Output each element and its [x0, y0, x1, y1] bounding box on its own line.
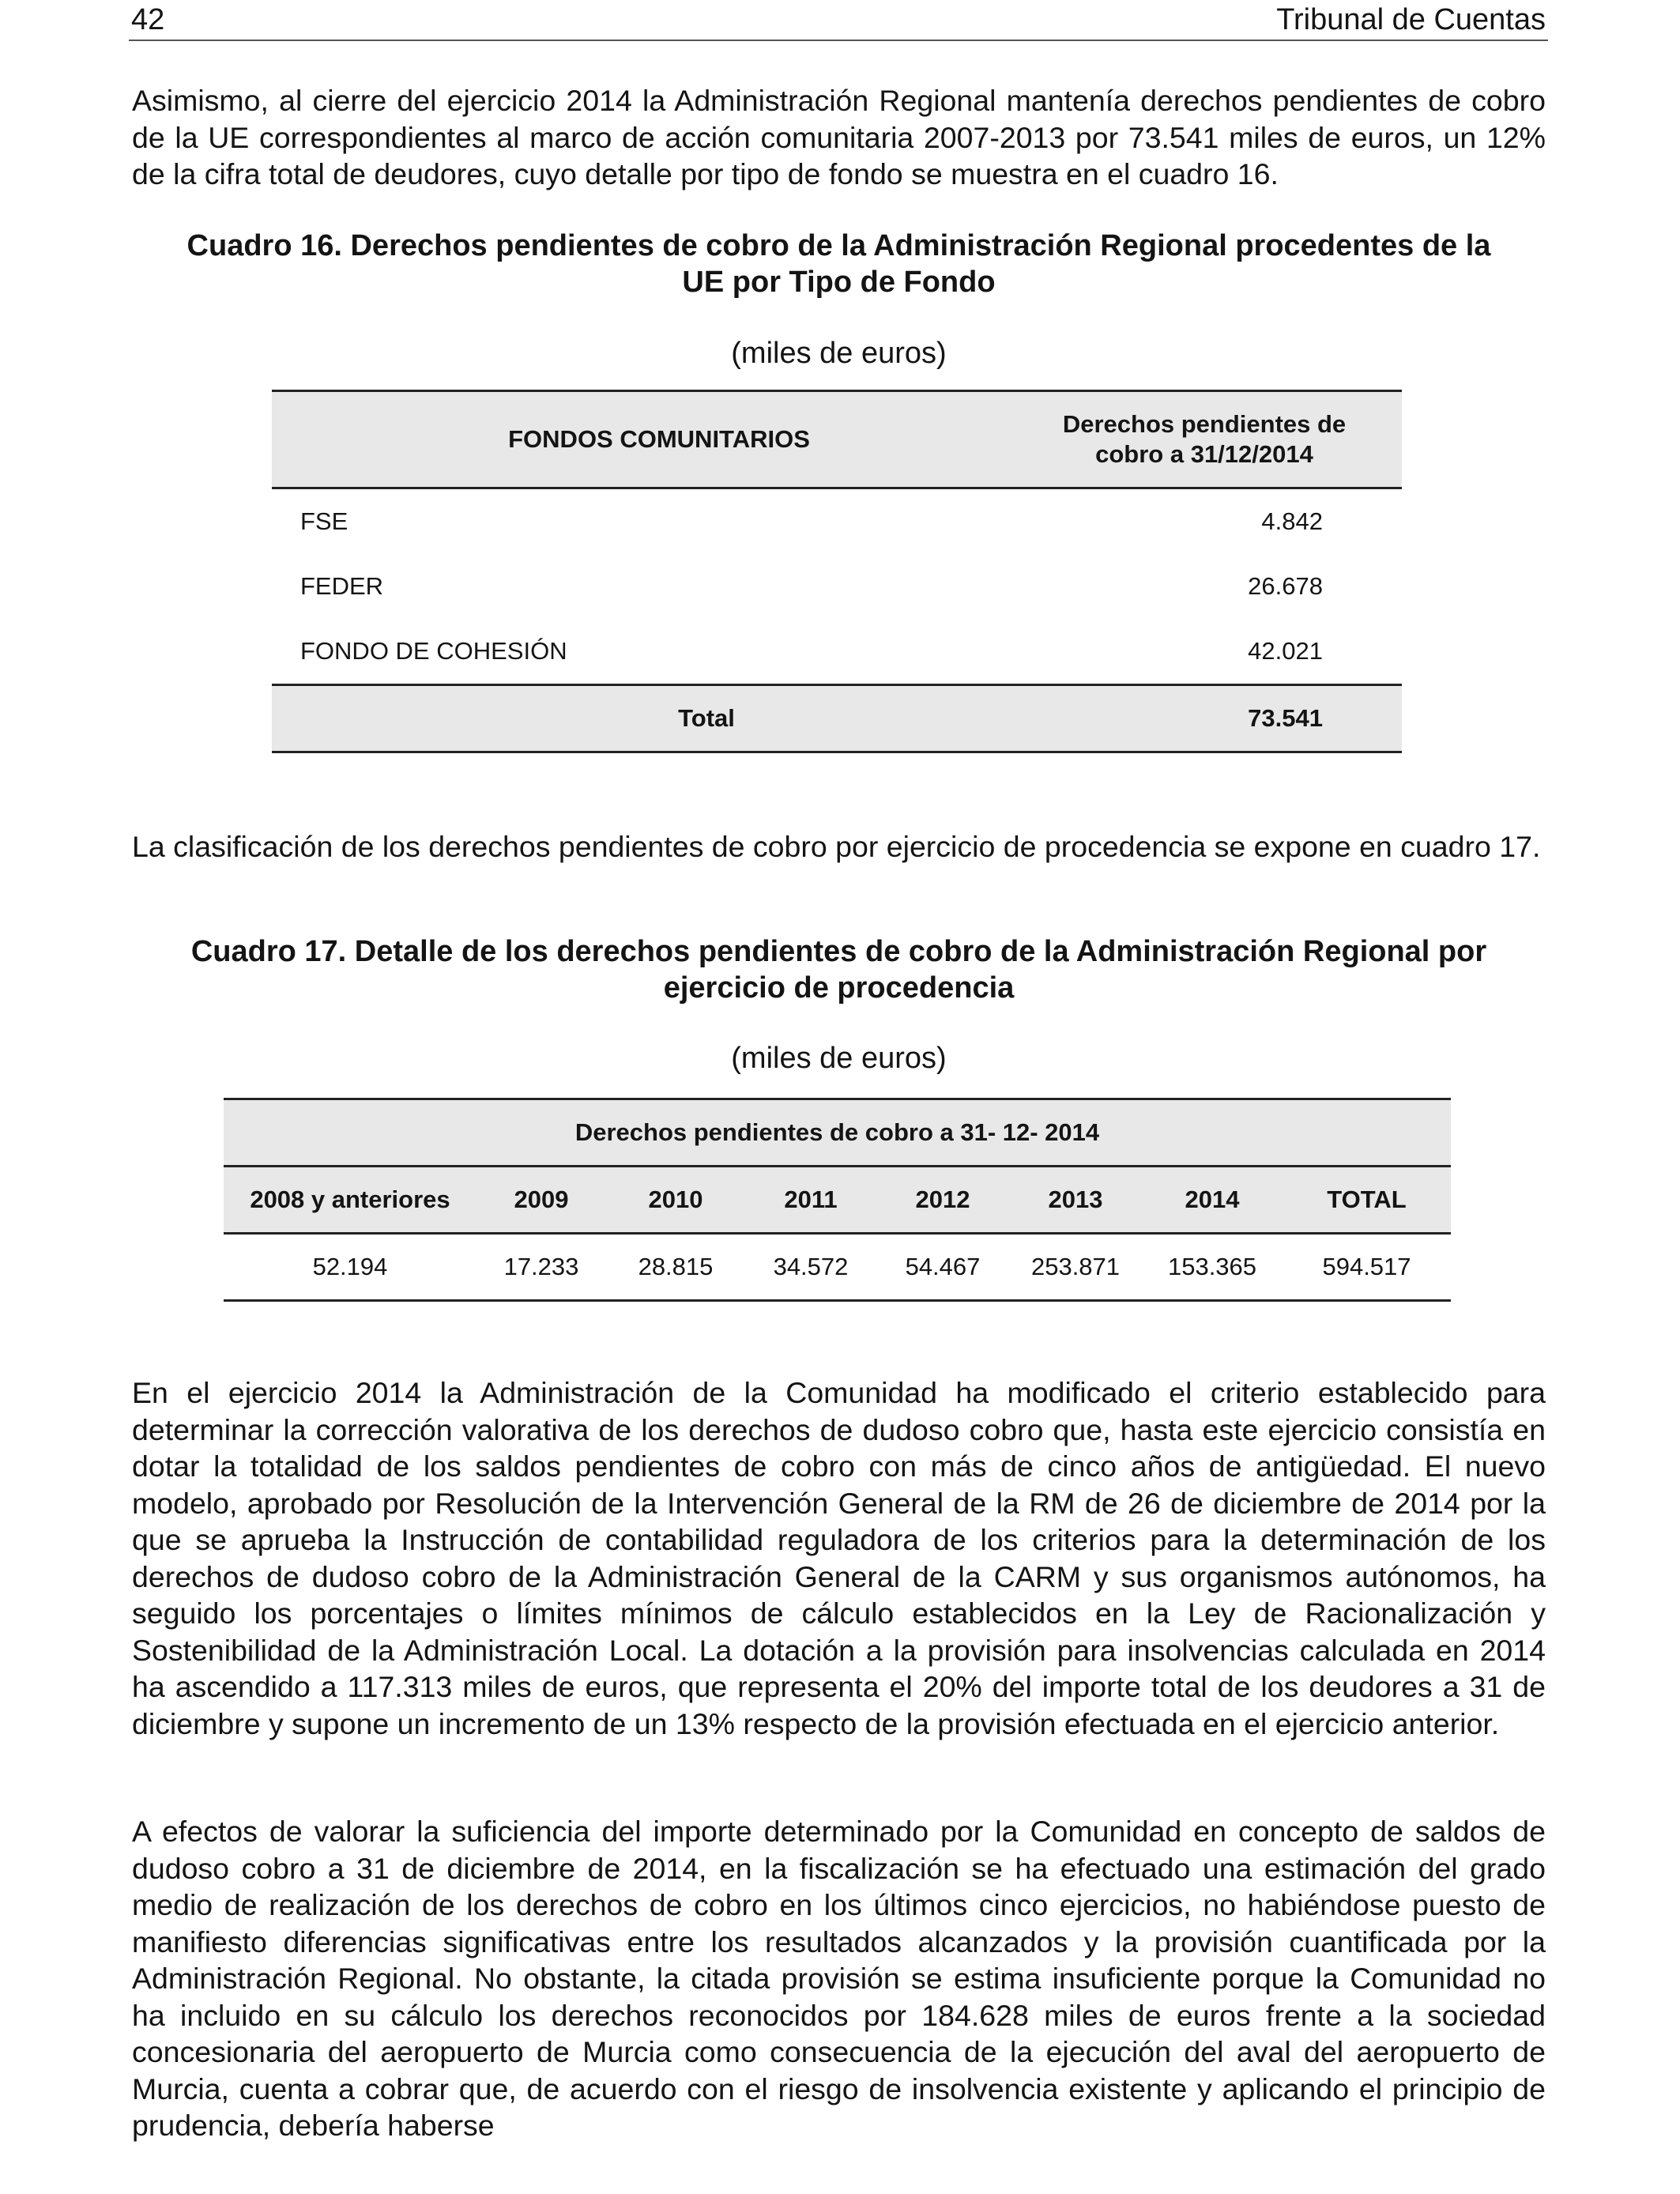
table17-caption — [132, 933, 1546, 1006]
table17-caption-line2: ejercicio de procedencia — [663, 971, 1015, 1005]
fund-value: 4.842 — [1261, 507, 1323, 535]
table17-caption-line1: Cuadro 17. Detalle de los derechos pendientes de cobro de la Administración Regional por — [190, 935, 1487, 968]
fund-name: FEDER — [300, 572, 384, 600]
table17 — [224, 1098, 1451, 1302]
table16-header-row — [272, 390, 1402, 489]
fund-value: 26.678 — [1248, 572, 1323, 600]
column-header: 2014 — [1185, 1186, 1240, 1213]
table-cell: 28.815 — [638, 1253, 714, 1280]
table-cell: 253.871 — [1030, 1253, 1121, 1280]
fund-name: FSE — [300, 507, 348, 535]
table-row — [272, 489, 1402, 554]
fund-name: FONDO DE COHESIÓN — [300, 637, 567, 665]
column-header: 2010 — [648, 1186, 703, 1213]
column-header: TOTAL — [1327, 1186, 1407, 1213]
intro-paragraph: Asimismo, al cierre del ejercicio 2014 la Administración Regional mantenía derechos pendientes de cobro de la UE correspondientes al marco de acción comunitaria 2007-2013 por 73.541 miles de euros, un 12% de la cifra total de deudores, cuyo detalle por tipo de fondo se muestra en el cuadro 16. — [132, 84, 1546, 190]
page-header — [129, 0, 1548, 41]
column-header: 2011 — [784, 1186, 838, 1213]
column-header: 2013 — [1048, 1186, 1103, 1213]
total-label: Total — [678, 704, 735, 732]
column-header: 2008 y anteriores — [250, 1186, 450, 1213]
table-row — [272, 554, 1402, 619]
table-cell: 52.194 — [312, 1253, 388, 1280]
column-header: 2009 — [514, 1186, 569, 1213]
middle-paragraph: La clasificación de los derechos pendientes de cobro por ejercicio de procedencia se expone en cuadro 17. — [132, 830, 1541, 863]
table16 — [272, 390, 1402, 753]
table16-col-rights-header-line2: cobro a 31/12/2014 — [1095, 440, 1313, 468]
total-value: 73.541 — [1248, 704, 1323, 732]
table16-caption — [132, 228, 1546, 300]
column-header: 2012 — [915, 1186, 970, 1213]
table16-col-rights-header-line1: Derechos pendientes de — [1062, 410, 1347, 438]
paragraph-provision-sufficiency: A efectos de valorar la suficiencia del importe determinado por la Comunidad en concepto de saldos de dudoso cobro a 31 de diciembre de 2014, en la fiscalización se ha efectuado una estimación del grado medio de realización de los derechos de cobro en los últimos cinco ejercicios, no habiéndose puesto de manifiesto diferencias significativas entre los resultados alcanzados y la provisión cuantificada por la Administración Regional. No obstante, la citada provisión se estima insuficiente porque la Comunidad no ha incluido en su cálculo los derechos reconocidos por 184.628 miles de euros frente a la sociedad concesionaria del aeropuerto de Murcia como consecuencia de la ejecución del aval del aeropuerto de Murcia, cuenta a cobrar que, de acuerdo con el riesgo de insolvencia existente y aplicando el principio de prudencia, debería haberse — [132, 1815, 1546, 2142]
page-number: 42 — [131, 3, 165, 36]
table16-units: (miles de euros) — [731, 337, 947, 370]
table-cell: 34.572 — [773, 1253, 849, 1280]
table16-col-rights-header — [1007, 392, 1402, 487]
table17-group-header: Derechos pendientes de cobro a 31- 12- 2014 — [224, 1098, 1451, 1167]
table-cell: 54.467 — [905, 1253, 981, 1280]
table-cell: 594.517 — [1322, 1253, 1411, 1280]
table17-column-headers — [224, 1167, 1451, 1235]
table16-total-row — [272, 684, 1402, 753]
paragraph-provision-criteria: En el ejercicio 2014 la Administración de la Comunidad ha modificado el criterio establecido para determinar la corrección valorativa de los derechos de dudoso cobro que, hasta este ejercicio consistía en dotar la totalidad de los saldos pendientes de cobro con más de cinco años de antigüedad. El nuevo modelo, aprobado por Resolución de la Intervención General de la RM de 26 de diciembre de 2014 por la que se aprueba la Instrucción de contabilidad reguladora de los criterios para la determinación de los derechos de dudoso cobro de la Administración General de la CARM y sus organismos autónomos, ha seguido los porcentajes o límites mínimos de cálculo establecidos en la Ley de Racionalización y Sostenibilidad de la Administración Local. La dotación a la provisión para insolvencias calculada en 2014 ha ascendido a 117.313 miles de euros, que representa el 20% del importe total de los deudores a 31 de diciembre y supone un incremento de un 13% respecto de la provisión efectuada en el ejercicio anterior. — [132, 1376, 1546, 1740]
table-row — [224, 1235, 1451, 1302]
header-title: Tribunal de Cuentas — [1276, 3, 1546, 36]
fund-value: 42.021 — [1248, 637, 1323, 665]
table16-caption-line2: UE por Tipo de Fondo — [682, 266, 996, 299]
table-row — [272, 619, 1402, 684]
table-cell: 17.233 — [503, 1253, 579, 1280]
table16-col-funds-header: FONDOS COMUNITARIOS — [508, 425, 810, 453]
table-cell: 153.365 — [1167, 1253, 1257, 1280]
table17-units: (miles de euros) — [731, 1042, 947, 1075]
table16-caption-line1: Cuadro 16. Derechos pendientes de cobro de la Administración Regional procedentes de la — [186, 229, 1491, 262]
